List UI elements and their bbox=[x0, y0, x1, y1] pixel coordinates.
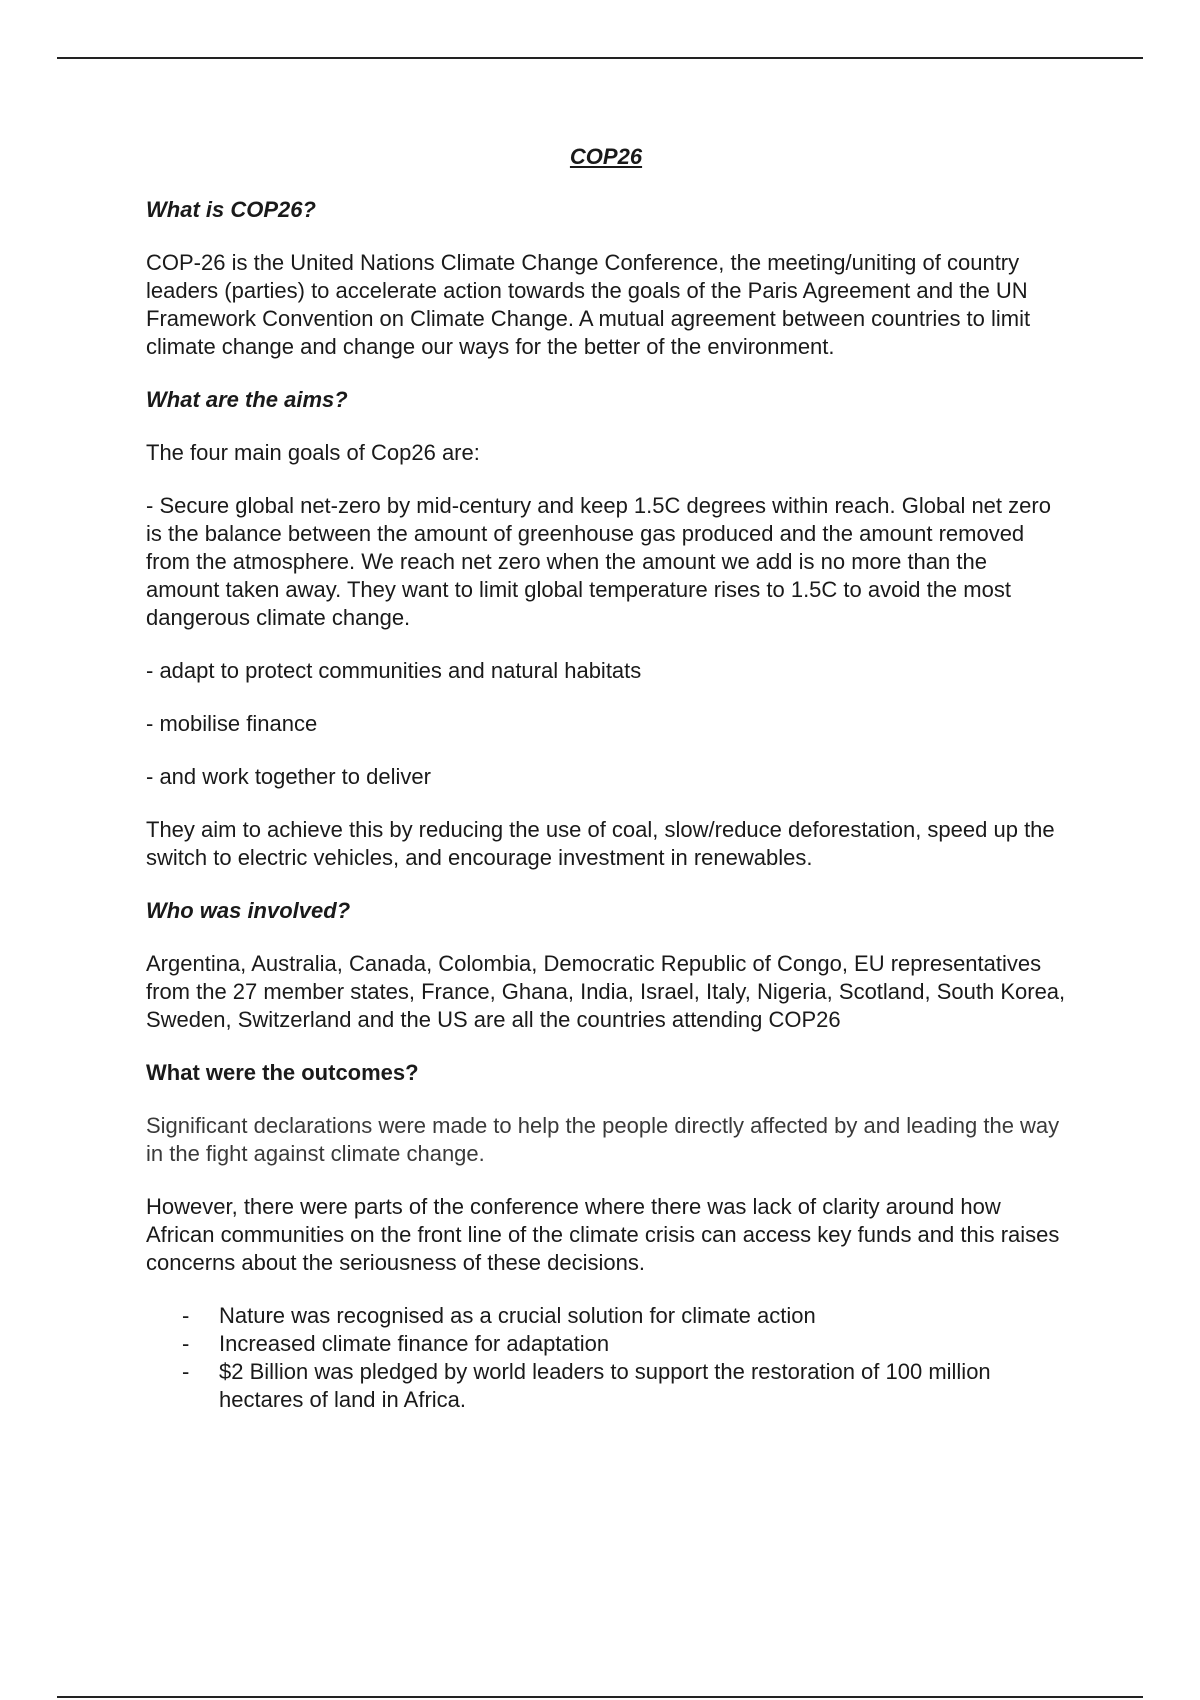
paragraph-involved-countries: Argentina, Australia, Canada, Colombia, Democratic Republic of Congo, EU representatives from the 27 member states, France, Ghana, India, Israel, Italy, Nigeria, Scotland, South Korea, Sweden, Switzerland and the US are all the countries attending COP26 bbox=[146, 951, 1066, 1032]
paragraph-aim-finance: - mobilise finance bbox=[146, 711, 318, 736]
section-heading-what-is-cop26: What is COP26? bbox=[146, 197, 316, 222]
list-item: - $2 Billion was pledged by world leaders to support the restoration of 100 million hectares of land in Africa. bbox=[146, 1358, 1066, 1414]
list-item: - Nature was recognised as a crucial solution for climate action bbox=[146, 1302, 1066, 1330]
list-item: - Increased climate finance for adaptation bbox=[146, 1330, 1066, 1358]
paragraph-what-is-cop26: COP-26 is the United Nations Climate Change Conference, the meeting/uniting of country leaders (parties) to accelerate action towards the goals of the Paris Agreement and the UN Framework Convention on Climate Change. A mutual agreement between countries to limit climate change and change our ways for the better of the environment. bbox=[146, 250, 1031, 359]
paragraph-aim-adapt: - adapt to protect communities and natural habitats bbox=[146, 658, 642, 683]
paragraph-outcomes-declarations: Significant declarations were made to help the people directly affected by and leading the way in the fight against climate change. bbox=[146, 1113, 1060, 1166]
top-rule bbox=[57, 57, 1143, 59]
paragraph-aim-net-zero: - Secure global net-zero by mid-century and keep 1.5C degrees within reach. Global net zero is the balance between the amount of greenhouse gas produced and the amount removed from the atmosphere. We reach net zero when the amount we add is no more than the amount taken away. They want to limit global temperature rises to 1.5C to avoid the most dangerous climate change. bbox=[146, 493, 1051, 630]
paragraph-aims-intro: The four main goals of Cop26 are: bbox=[146, 440, 480, 465]
paragraph-aim-work-together: - and work together to deliver bbox=[146, 764, 431, 789]
bottom-rule bbox=[57, 1696, 1143, 1698]
document-page bbox=[146, 143, 1066, 1414]
outcomes-list bbox=[146, 1302, 1066, 1414]
section-heading-aims: What are the aims? bbox=[146, 387, 348, 412]
paragraph-outcomes-concerns: However, there were parts of the conference where there was lack of clarity around how African communities on the front line of the climate crisis can access key funds and this raises concerns about the seriousness of these decisions. bbox=[146, 1194, 1060, 1275]
section-heading-outcomes: What were the outcomes? bbox=[146, 1060, 419, 1085]
section-heading-involved: Who was involved? bbox=[146, 898, 351, 923]
paragraph-aims-method: They aim to achieve this by reducing the use of coal, slow/reduce deforestation, speed up the switch to electric vehicles, and encourage investment in renewables. bbox=[146, 817, 1055, 870]
document-title: COP26 bbox=[569, 144, 643, 169]
